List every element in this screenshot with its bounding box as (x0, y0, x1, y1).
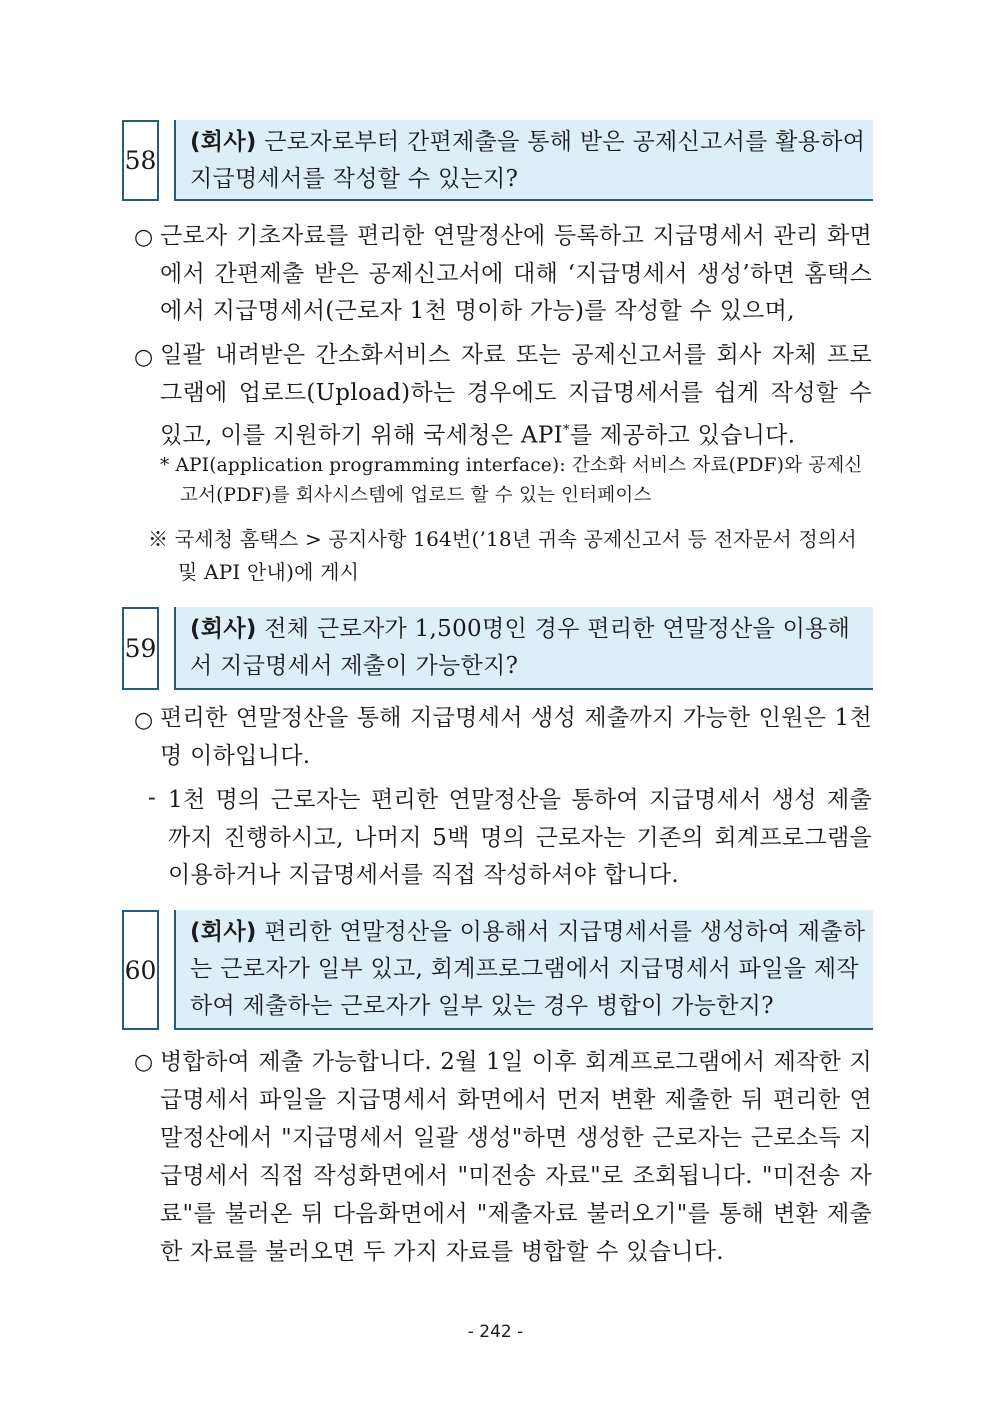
question-tag: (회사) (190, 919, 257, 945)
question-block-60 (122, 910, 873, 1030)
footnote-marker: * (563, 423, 570, 438)
answer-paragraph: 일괄 내려받은 간소화서비스 자료 또는 공제신고서를 회사 자체 프로그램에 업로드(Upload)하는 경우에도 지급명세서를 쉽게 작성할 수 있고, 이를 지원하기 위해 국세청은 API*를 제공하고 있습니다. (160, 342, 872, 449)
answer-paragraph: 1천 명의 근로자는 편리한 연말정산을 통하여 지급명세서 생성 제출까지 진행하시고, 나머지 5백 명의 근로자는 기존의 회계프로그램을 이용하거나 지급명세서를 직접 작성하셔야 합니다. (168, 787, 872, 888)
question-tag: (회사) (190, 129, 257, 155)
footnote: * API(application programming interface): 간소화 서비스 자료(PDF)와 공제신고서(PDF)를 회사시스템에 업로드 할 수 있는 인터페이스 (160, 455, 863, 506)
question-text: 근로자로부터 간편제출을 통해 받은 공제신고서를 활용하여 지급명세서를 작성할 수 있는지? (190, 129, 866, 192)
answer-paragraph: 편리한 연말정산을 통해 지급명세서 생성 제출까지 가능한 인원은 1천명 이하입니다. (160, 705, 872, 769)
question-box (174, 910, 873, 1030)
question-text: 전체 근로자가 1,500명인 경우 편리한 연말정산을 이용해서 지급명세서 제출이 가능한지? (190, 616, 851, 679)
answer-paragraph: 병합하여 제출 가능합니다. 2월 1일 이후 회계프로그램에서 제작한 지급명세서 파일을 지급명세서 화면에서 먼저 변환 제출한 뒤 편리한 연말정산에서 "지급명세서 일괄 생성"하면 생성한 근로자는 근로소득 지급명세서 직접 작성화면에서 "미전송 자료"로 조회됩니다. "미전송 자료"를 불러온 뒤 다음화면에서 "제출자료 불러오기"를 통해 변환 제출한 자료를 불러오면 두 가지 자료를 병합할 수 있습니다. (160, 1049, 872, 1265)
question-block-58 (122, 120, 873, 201)
question-block-59 (122, 607, 873, 690)
dash-marker: - (148, 785, 156, 811)
question-number: 59 (122, 607, 159, 690)
question-text: 편리한 연말정산을 이용해서 지급명세서를 생성하여 제출하는 근로자가 일부 있고, 회계프로그램에서 지급명세서 파일을 제작하여 제출하는 근로자가 일부 있는 경우 병합이 가능한지? (190, 919, 866, 1019)
question-tag: (회사) (190, 616, 257, 642)
answer-paragraph: 근로자 기초자료를 편리한 연말정산에 등록하고 지급명세서 관리 화면에서 간편제출 받은 공제신고서에 대해 ‘지급명세서 생성’하면 홈택스에서 지급명세서(근로자 1천 명이하 가능)를 작성할 수 있으며, (160, 223, 872, 324)
question-box (174, 120, 873, 201)
bullet-marker: ○ (134, 225, 154, 250)
bullet-marker: ○ (134, 1050, 154, 1075)
bullet-marker: ○ (134, 345, 154, 370)
page-number: - 242 - (467, 1322, 524, 1342)
bullet-marker: ○ (134, 708, 154, 733)
question-box (174, 607, 873, 690)
question-number: 58 (122, 120, 159, 201)
reference-note: ※ 국세청 홈택스 > 공지사항 164번(’18년 귀속 공제신고서 등 전자문서 정의서 및 API 안내)에 게시 (148, 527, 857, 584)
question-number: 60 (122, 910, 159, 1030)
